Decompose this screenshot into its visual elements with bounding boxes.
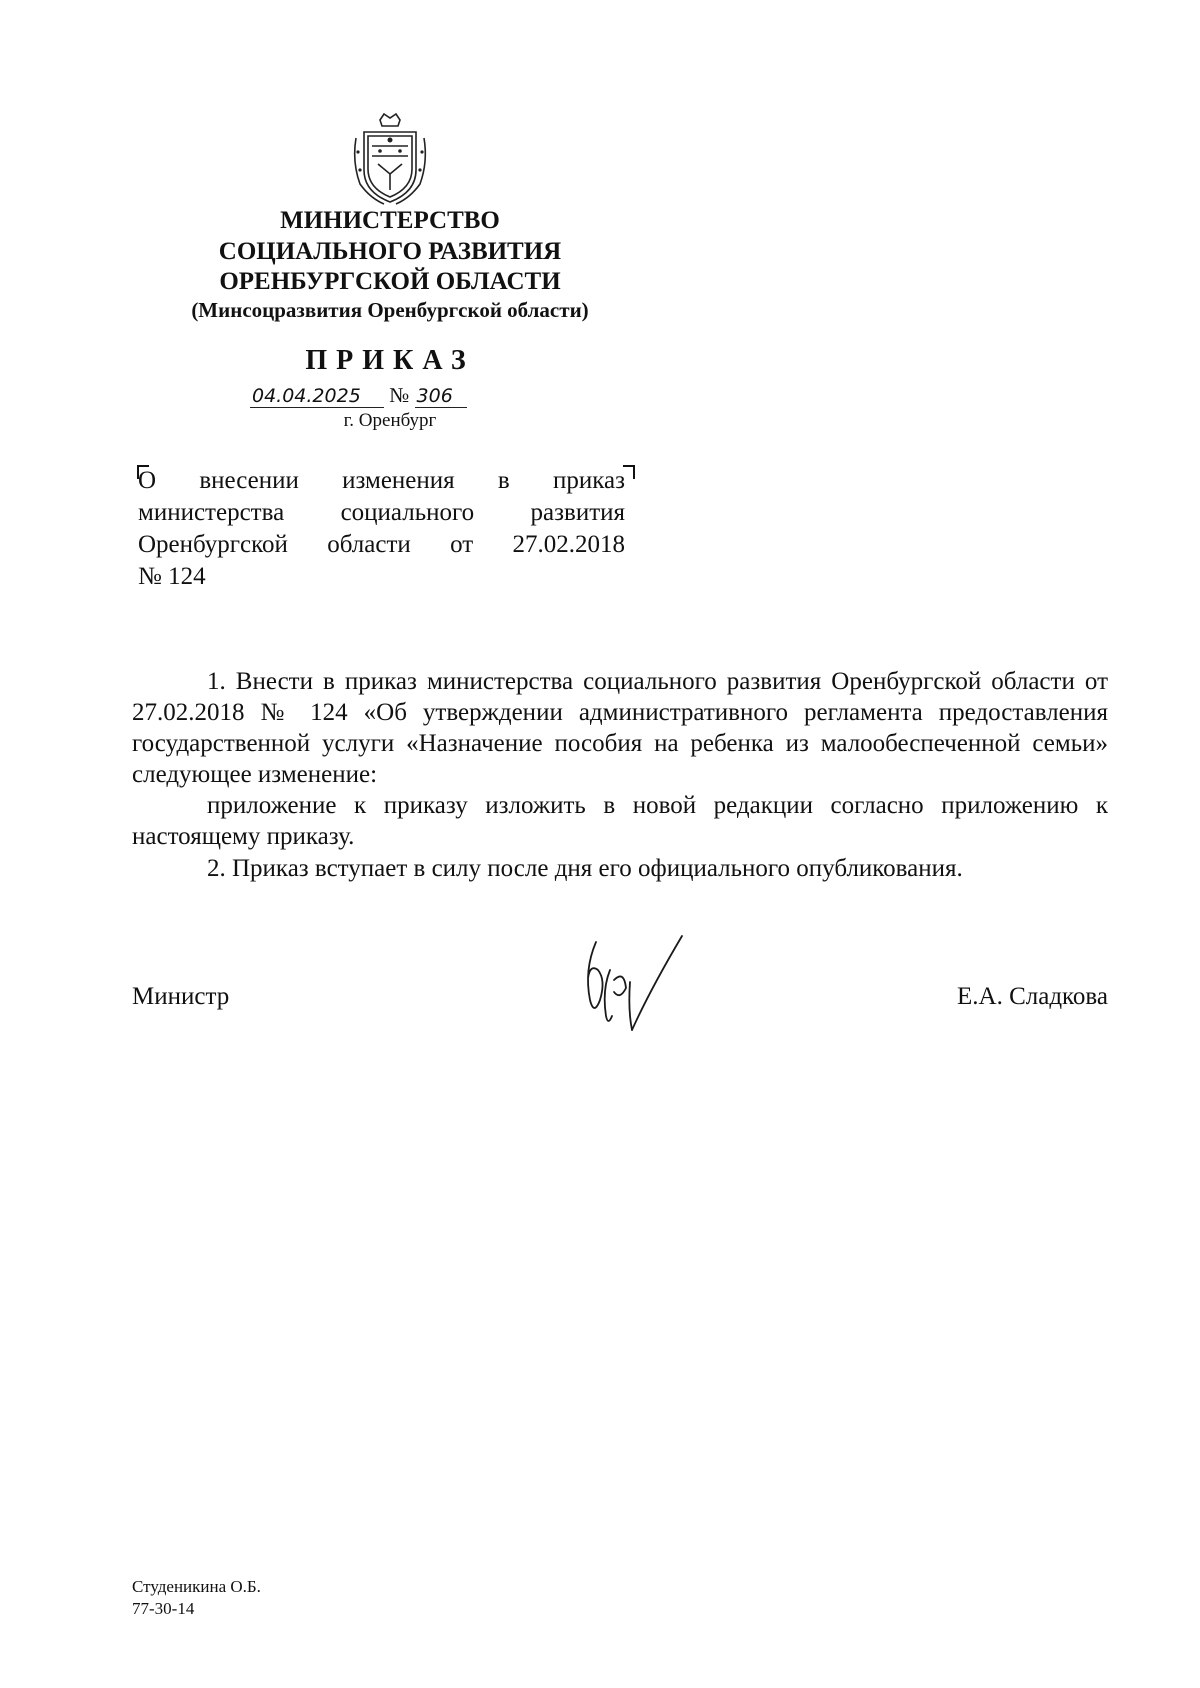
order-number-sign: № — [389, 383, 410, 407]
order-date: 04.04.2025 — [250, 385, 384, 408]
executor-name: Студеникина О.Б. — [132, 1577, 261, 1596]
order-number: 306 — [415, 385, 467, 408]
body-paragraph-1: 1. Внести в приказ министерства социального развития Оренбургской области от 27.02.2018 № 124 «Об утверждении административного регламента предоставления государственной услуги «Назначение пособия на ребенка из малообеспеченной семьи» следующее изменение: — [132, 668, 1108, 788]
executor-phone: 77-30-14 — [132, 1599, 195, 1618]
signatory-role: Министр — [132, 983, 230, 1010]
coat-of-arms-emblem — [350, 112, 430, 208]
subject-line2: министерства социального развития — [138, 499, 625, 526]
subject-line4: № 124 — [138, 563, 206, 590]
handwritten-signature — [570, 930, 700, 1040]
order-title: ПРИКАЗ — [305, 345, 475, 376]
ministry-short-name: (Минсоцразвития Оренбургской области) — [191, 298, 589, 322]
body-paragraph-3: 2. Приказ вступает в силу после дня его официального опубликования. — [207, 855, 963, 882]
executor-block — [132, 1576, 261, 1620]
ministry-name-line2: СОЦИАЛЬНОГО РАЗВИТИЯ — [218, 238, 562, 265]
ministry-name-line3: ОРЕНБУРГСКОЙ ОБЛАСТИ — [219, 268, 561, 295]
subject-line1: О внесении изменения в приказ — [138, 467, 625, 494]
subject-line3: Оренбургской области от 27.02.2018 — [138, 531, 625, 558]
body-paragraph-2: приложение к приказу изложить в новой редакции согласно приложению к настоящему приказу. — [132, 792, 1108, 850]
ministry-name-line1: МИНИСТЕРСТВО — [280, 207, 500, 234]
order-city: г. Оренбург — [343, 410, 437, 431]
signatory-name: Е.А. Сладкова — [957, 983, 1108, 1010]
order-meta — [250, 383, 467, 408]
